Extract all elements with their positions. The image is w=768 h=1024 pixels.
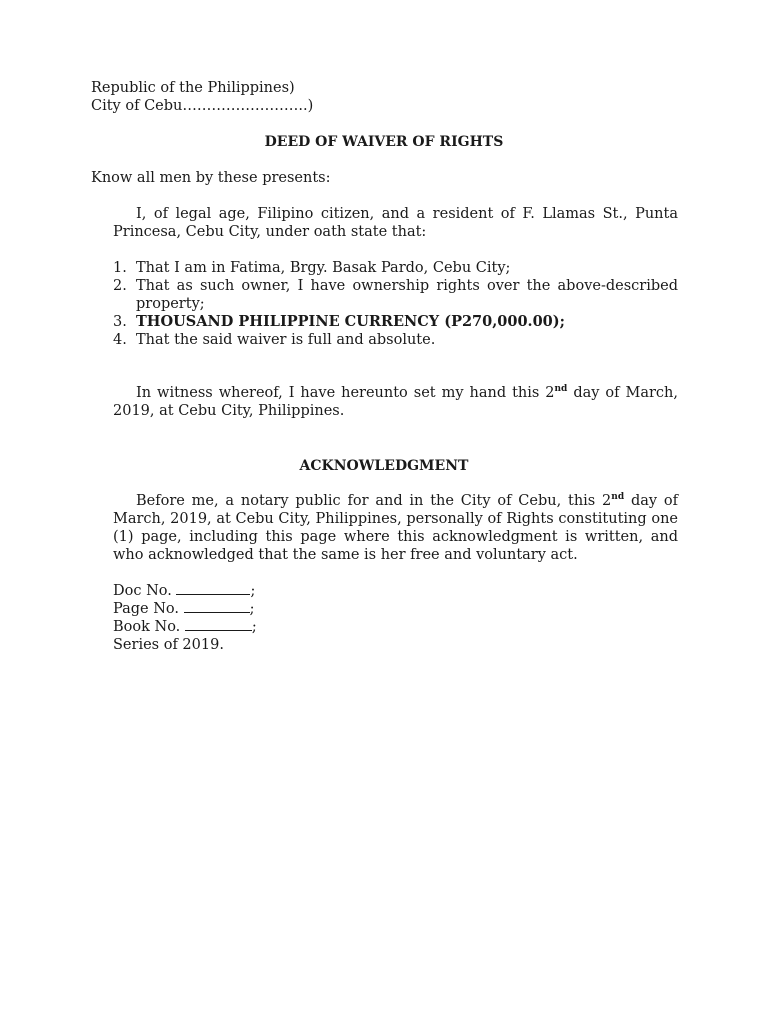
list-number: 3. [113,314,127,330]
page-number-blank [184,600,250,613]
witness-text-start: In witness whereof, I have hereunto set my hand this 2 [136,385,555,401]
ordinal-suffix: nd [611,492,625,502]
page-number-label: Page No. [113,601,179,617]
list-number: 2. [113,278,127,294]
page-number-terminator: ; [249,601,255,617]
witness-text-end: day of March, 2019, at Cebu City, Philippines. [113,385,678,419]
book-number-label: Book No. [113,619,181,635]
header-republic: Republic of the Philippines) [91,80,295,96]
list-text: THOUSAND PHILIPPINE CURRENCY (P270,000.00); [136,313,565,330]
witness-paragraph [113,384,678,420]
intro-line: Know all men by these presents: [91,170,331,186]
list-text: That I am in Fatima, Brgy. Basak Pardo, Cebu City; [136,260,511,276]
doc-number-blank [176,582,250,595]
ordinal-suffix: nd [554,384,568,394]
doc-number-line [113,582,255,600]
acknowledgment-title: ACKNOWLEDGMENT [299,458,469,474]
page-number-line [113,600,255,618]
book-number-terminator: ; [251,619,257,635]
book-number-blank [185,618,252,631]
doc-number-label: Doc No. [113,583,172,599]
series-line: Series of 2019. [113,637,224,653]
book-number-line [113,618,257,636]
header-city: City of Cebu……………………..) [91,98,314,114]
list-text: That the said waiver is full and absolute. [136,332,436,348]
list-number: 4. [113,332,127,348]
list-number: 1. [113,260,127,276]
list-text: That as such owner, I have ownership rights over the above-described property; [136,278,678,312]
statement-paragraph: I, of legal age, Filipino citizen, and a resident of F. Llamas St., Punta Princesa, Cebu City, under oath state that: [113,206,678,240]
acknowledgment-text-end: day of March, 2019, at Cebu City, Philippines, personally of Rights constituting one (1) page, including this page where this acknowledgment is written, and who acknowledged that the same is her free and voluntary act. [113,493,678,563]
doc-number-terminator: ; [250,583,256,599]
acknowledgment-paragraph [113,492,678,564]
acknowledgment-text-start: Before me, a notary public for and in the City of Cebu, this 2 [136,493,612,509]
document-title: DEED OF WAIVER OF RIGHTS [264,134,504,150]
